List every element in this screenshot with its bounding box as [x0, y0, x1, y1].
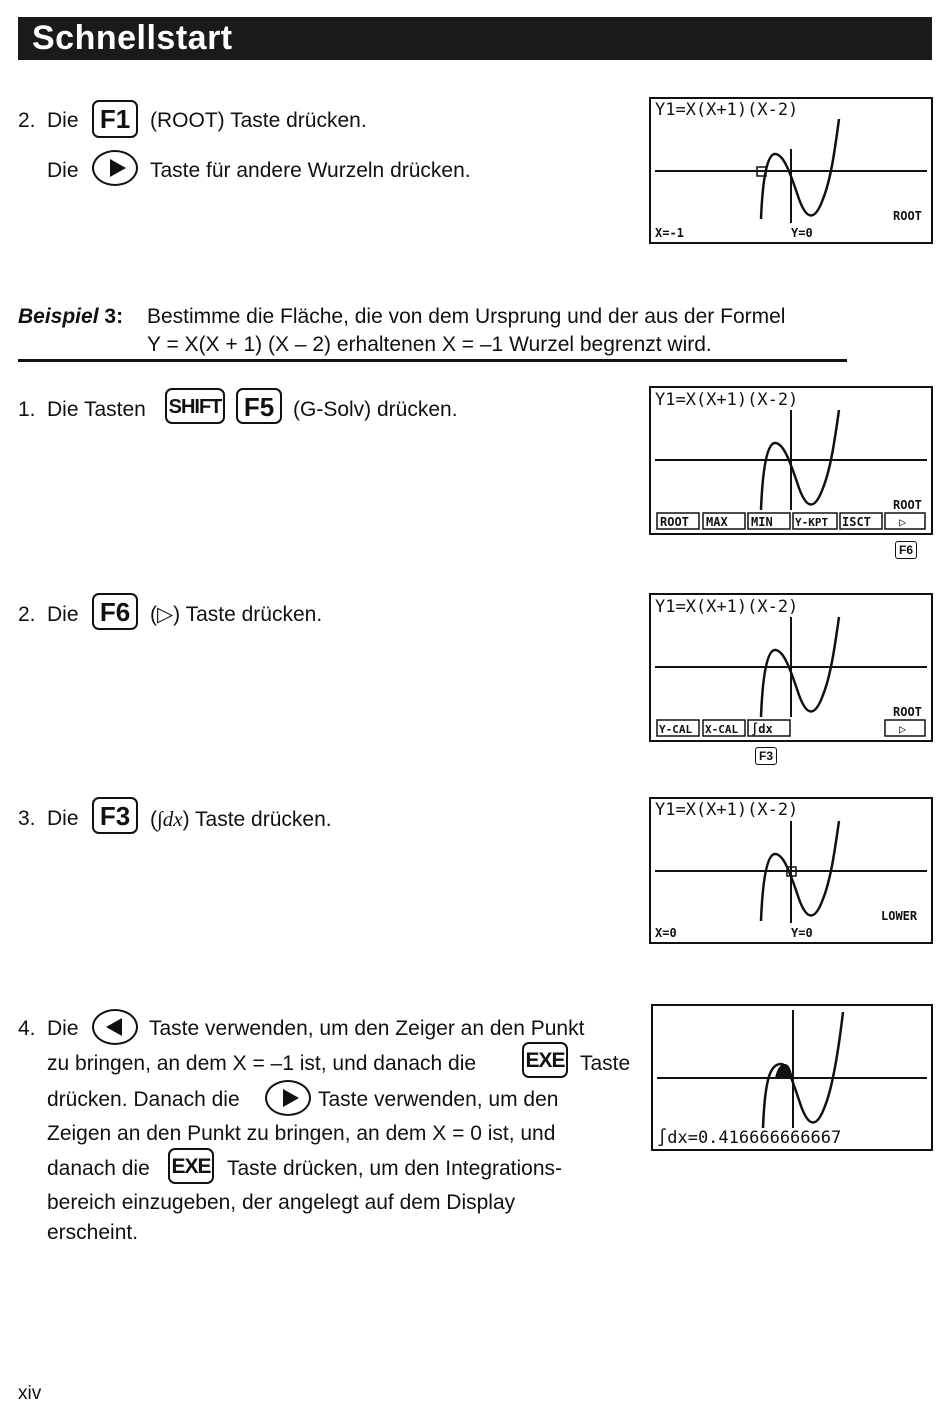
example-line-1: Bestimme die Fläche, die von dem Ursprung und der aus der Formel: [147, 305, 786, 328]
f6-hint-key: F6: [895, 541, 917, 559]
calculator-screen-result: [651, 1004, 933, 1151]
menu-min: MIN: [751, 515, 773, 529]
shift-key: SHIFT: [165, 388, 225, 424]
calculator-screen-next-menu: [649, 593, 933, 742]
screen-label: ROOT: [893, 705, 922, 719]
right-arrow-key-icon: [265, 1080, 311, 1116]
right-arrow-key-icon: [92, 150, 138, 186]
step-number: 4.: [18, 1017, 36, 1040]
example-word: Beispiel: [18, 305, 99, 328]
paren-open: (: [150, 808, 157, 831]
screen-function: Y1=X(X+1)(X-2): [655, 100, 799, 120]
screen-y-value: Y=0: [791, 226, 813, 240]
step-text: (G-Solv) drücken.: [293, 398, 458, 421]
graph-plot: [651, 799, 931, 942]
menu-root: ROOT: [660, 515, 689, 529]
step-text-die: Die: [47, 159, 79, 182]
step-text: erscheint.: [47, 1221, 139, 1244]
step-text: bereich einzugeben, der angelegt auf dem Display: [47, 1191, 516, 1214]
menu-integral: ∫dx: [751, 722, 773, 736]
step-text: Taste für andere Wurzeln drücken.: [150, 159, 471, 182]
screen-y-value: Y=0: [791, 926, 813, 940]
screen-label: ROOT: [893, 498, 922, 512]
menu-max: MAX: [706, 515, 728, 529]
example-line-2: Y = X(X + 1) (X – 2) erhaltenen X = –1 Wurzel begrenzt wird.: [147, 333, 712, 356]
f3-key: F3: [92, 797, 138, 834]
menu-next: ▷: [899, 515, 907, 529]
step-number: 2.: [18, 603, 36, 626]
example-number: 3:: [104, 305, 124, 328]
calculator-screen-gsolv: [649, 386, 933, 535]
step-text: Taste verwenden, um den: [318, 1088, 559, 1111]
f3-hint-key: F3: [755, 747, 777, 765]
screen-label: ROOT: [893, 209, 922, 223]
graph-plot: [651, 388, 931, 533]
step-text: Zeigen an den Punkt zu bringen, an dem X = 0 ist, und: [47, 1122, 556, 1145]
calculator-screen-lower: [649, 797, 933, 944]
step-text: Taste verwenden, um den Zeiger an den Punkt: [149, 1017, 585, 1040]
screen-x-value: X=-1: [655, 226, 684, 240]
integral-symbol: ∫dx: [157, 807, 183, 831]
step-text: drücken. Danach die: [47, 1088, 240, 1111]
f5-key: F5: [236, 388, 282, 424]
screen-function: Y1=X(X+1)(X-2): [655, 800, 799, 820]
divider: [18, 359, 847, 362]
section-header: [18, 17, 932, 60]
step-text: zu bringen, an dem X = –1 ist, und danach die: [47, 1052, 477, 1075]
menu-isct: ISCT: [842, 515, 871, 529]
step-text: Taste drücken, um den Integrations-: [227, 1157, 563, 1180]
step-text-rest: ) Taste drücken.: [182, 808, 332, 831]
integral-result: ∫dx=0.416666666667: [657, 1128, 842, 1148]
step-text: (▷) Taste drücken.: [150, 603, 323, 626]
step-text: danach die: [47, 1157, 150, 1180]
exe-key: EXE: [522, 1042, 568, 1078]
graph-plot: [651, 99, 931, 242]
menu-ykpt: Y-KPT: [795, 516, 829, 529]
exe-key: EXE: [168, 1148, 214, 1184]
section-title: Schnellstart: [32, 19, 233, 57]
screen-function: Y1=X(X+1)(X-2): [655, 597, 799, 617]
step-number: 2.: [18, 109, 36, 132]
page-number: xiv: [18, 1383, 42, 1404]
step-text: (ROOT) Taste drücken.: [150, 109, 367, 132]
screen-function: Y1=X(X+1)(X-2): [655, 390, 799, 410]
screen-x-value: X=0: [655, 926, 677, 940]
menu-next: ▷: [899, 722, 907, 736]
step-text-die: Die: [47, 109, 79, 132]
graph-plot: [651, 595, 931, 740]
step-text: Taste: [580, 1052, 631, 1075]
menu-ycal: Y-CAL: [659, 723, 693, 736]
step-text: Die Tasten: [47, 398, 146, 421]
step-text: [150, 806, 332, 833]
left-arrow-key-icon: [92, 1009, 138, 1045]
f1-key: F1: [92, 100, 138, 138]
screen-label: LOWER: [881, 909, 918, 923]
step-text: Die: [47, 1017, 79, 1040]
step-text-die: Die: [47, 807, 79, 830]
calculator-screen-root: [649, 97, 933, 244]
step-number: 1.: [18, 398, 36, 421]
menu-xcal: X-CAL: [705, 723, 739, 736]
example-label: [18, 304, 123, 330]
step-number: 3.: [18, 807, 36, 830]
f6-key: F6: [92, 593, 138, 630]
step-text-die: Die: [47, 603, 79, 626]
graph-plot: [653, 1006, 931, 1149]
